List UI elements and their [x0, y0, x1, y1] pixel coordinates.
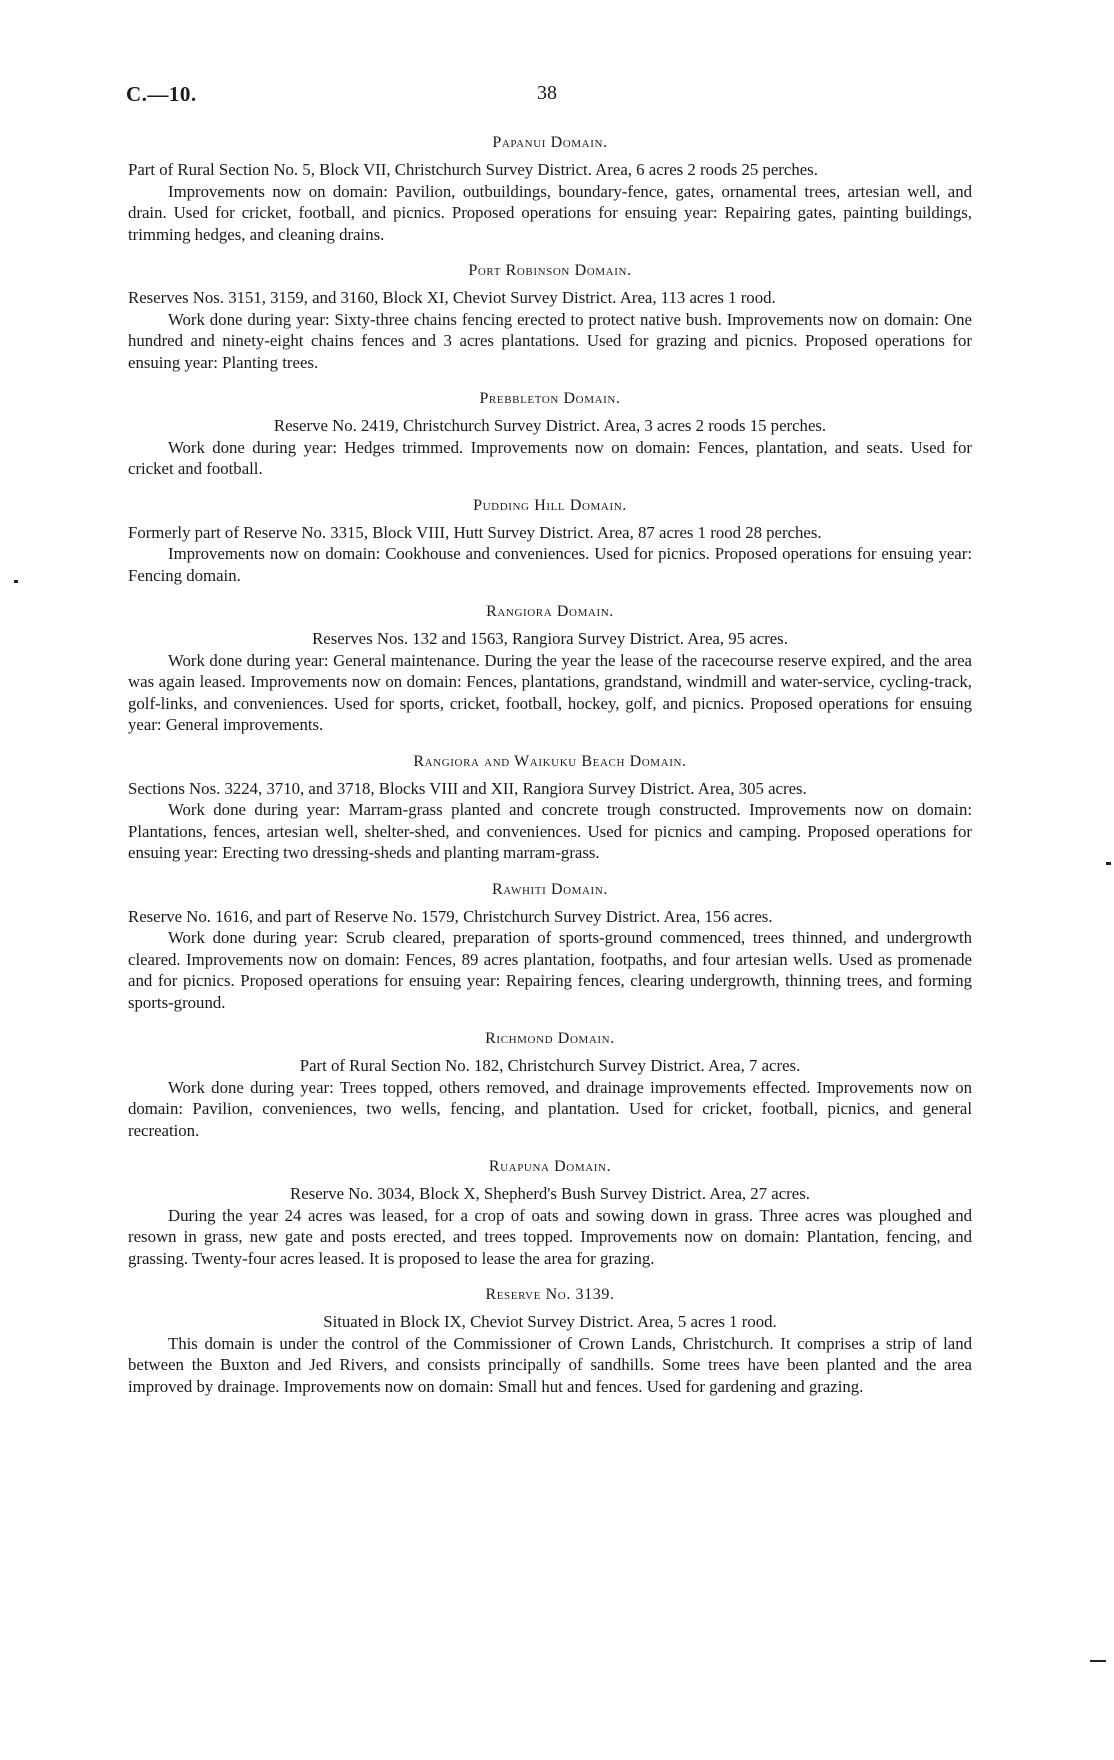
document-body [128, 133, 972, 1413]
section-lead: Reserve No. 1616, and part of Reserve No. 1579, Christchurch Survey District. Area, 156 acres. [128, 906, 773, 926]
section-heading: Prebbleton Domain. [479, 390, 621, 407]
section-body: Improvements now on domain: Pavilion, outbuildings, boundary-fence, gates, ornamental trees, artesian well, and drain. Used for cricket, football, and picnics. Proposed operations for ensuing year: Repairing gates, painting buildings, trimming hedges, and cleaning drains. [128, 181, 972, 244]
section-body: During the year 24 acres was leased, for a crop of oats and sowing down in grass. Three acres was ploughed and resown in grass, new gate and posts erected, and trees topped. Improvements now on domain: Plantation, fencing, and grassing. Twenty-four acres leased. It is proposed to lease the area for grazing. [128, 1205, 972, 1268]
section-richmond-domain [128, 1029, 972, 1141]
section-lead: Situated in Block IX, Cheviot Survey District. Area, 5 acres 1 rood. [323, 1312, 777, 1331]
section-pudding-hill-domain [128, 496, 972, 587]
section-lead: Part of Rural Section No. 182, Christchurch Survey District. Area, 7 acres. [299, 1056, 801, 1075]
page-header [0, 82, 1114, 112]
section-reserve-3139 [128, 1285, 972, 1397]
section-prebbleton-domain [128, 389, 972, 480]
section-heading: Richmond Domain. [485, 1030, 615, 1047]
section-lead: Reserve No. 2419, Christchurch Survey District. Area, 3 acres 2 roods 15 perches. [273, 416, 827, 435]
section-body: This domain is under the control of the Commissioner of Crown Lands, Christchurch. It comprises a strip of land between the Buxton and Jed Rivers, and consists principally of sandhills. Some trees have been planted and the area improved by drainage. Improvements now on domain: Small hut and fences. Used for gardening and grazing. [128, 1333, 972, 1396]
section-port-robinson-domain [128, 261, 972, 373]
section-body: Work done during year: General maintenance. During the year the lease of the racecourse reserve expired, and the area was again leased. Improvements now on domain: Fences, plantations, grandstand, windmill and water-service, cycling-track, golf-links, and conveniences. Used for sports, cricket, football, hockey, golf, and picnics. Proposed operations for ensuing year: General improvements. [128, 650, 972, 734]
section-lead: Reserves Nos. 3151, 3159, and 3160, Block XI, Cheviot Survey District. Area, 113 acres 1 rood. [128, 288, 776, 307]
section-heading: Ruapuna Domain. [488, 1158, 612, 1175]
scan-mark-right [1106, 862, 1111, 865]
section-heading: Reserve No. 3139. [485, 1286, 615, 1303]
section-heading: Rangiora Domain. [486, 603, 614, 620]
section-lead: Reserves Nos. 132 and 1563, Rangiora Survey District. Area, 95 acres. [312, 629, 788, 648]
section-lead: Sections Nos. 3224, 3710, and 3718, Blocks VIII and XII, Rangiora Survey District. Area, 305 acres. [128, 778, 807, 798]
section-rangiora-waikuku-beach-domain [128, 752, 972, 864]
section-heading: Papanui Domain. [492, 134, 608, 151]
section-heading: Rawhiti Domain. [492, 880, 608, 898]
section-body: Work done during year: Sixty-three chains fencing erected to protect native bush. Improvements now on domain: One hundred and ninety-eight chains fences and 3 acres plantations. Used for grazing and picnics. Proposed operations for ensuing year: Planting trees. [128, 309, 972, 372]
scan-mark-left [14, 580, 18, 583]
section-heading: Pudding Hill Domain. [473, 496, 627, 514]
section-body: Work done during year: Scrub cleared, preparation of sports-ground commenced, trees thinned, and undergrowth cleared. Improvements now on domain: Fences, 89 acres plantation, footpaths, and four artesian wells. Used as promenade and for picnics. Proposed operations for ensuing year: Repairing fences, clearing undergrowth, thinning trees, and forming sports-ground. [128, 928, 972, 1012]
section-rangiora-domain [128, 602, 972, 736]
section-body: Improvements now on domain: Cookhouse and conveniences. Used for picnics. Proposed operations for ensuing year: Fencing domain. [128, 544, 972, 585]
section-body: Work done during year: Trees topped, others removed, and drainage improvements effected. Improvements now on domain: Pavilion, conveniences, two wells, fencing, and plantation. Used for cricket, football, picnics, and general recreation. [128, 1077, 972, 1140]
scan-mark-right-lower [1090, 1660, 1106, 1662]
section-papanui-domain [128, 133, 972, 245]
section-ruapuna-domain [128, 1157, 972, 1269]
section-rawhiti-domain [128, 880, 972, 1014]
section-heading: Port Robinson Domain. [468, 262, 632, 279]
section-lead: Formerly part of Reserve No. 3315, Block VIII, Hutt Survey District. Area, 87 acres 1 rood 28 perches. [128, 522, 822, 542]
page-number: 38 [537, 82, 557, 104]
section-body: Work done during year: Hedges trimmed. Improvements now on domain: Fences, plantation, and seats. Used for cricket and football. [128, 437, 972, 478]
section-heading: Rangiora and Waikuku Beach Domain. [413, 752, 687, 770]
section-lead: Reserve No. 3034, Block X, Shepherd's Bush Survey District. Area, 27 acres. [290, 1184, 810, 1203]
section-body: Work done during year: Marram-grass planted and concrete trough constructed. Improvements now on domain: Plantations, fences, artesian well, shelter-shed, and conveniences. Used for picnics and camping. Proposed operations for ensuing year: Erecting two dressing-sheds and planting marram-grass. [128, 800, 972, 862]
section-lead: Part of Rural Section No. 5, Block VII, Christchurch Survey District. Area, 6 acres 2 roods 25 perches. [128, 160, 818, 179]
document-reference: C.—10. [126, 82, 197, 106]
